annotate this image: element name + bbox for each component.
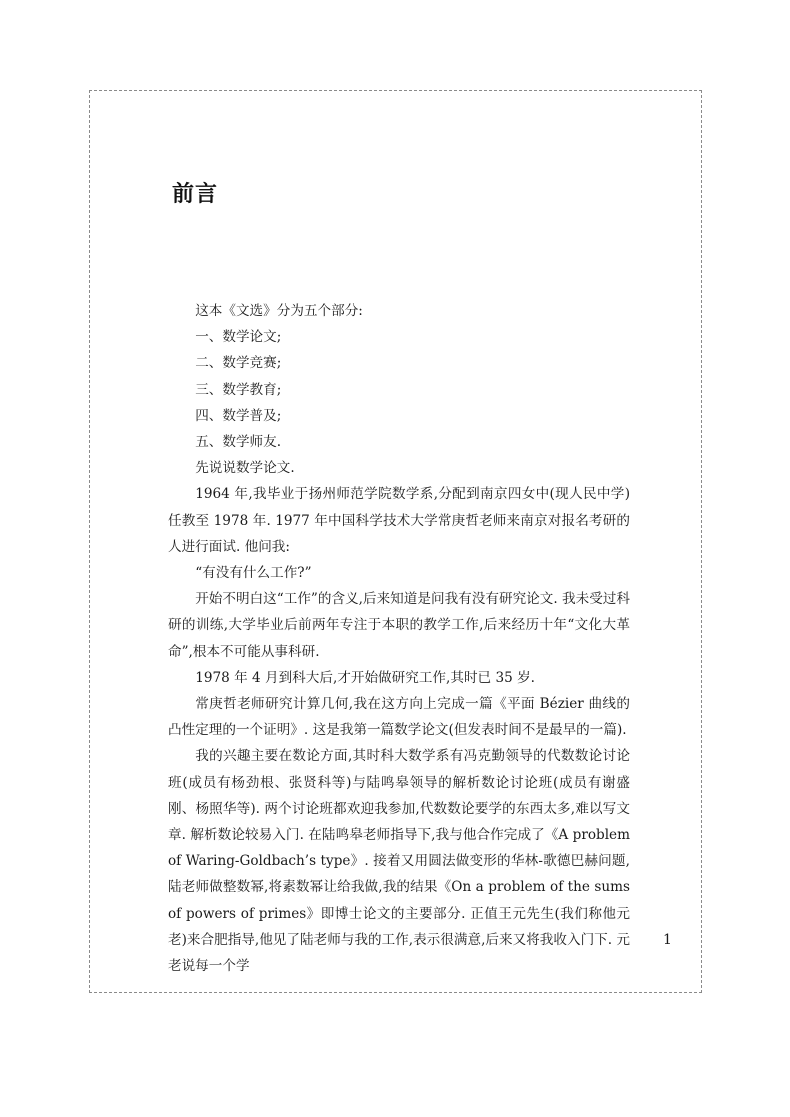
preface-body: [168, 298, 630, 979]
paragraph: 1978 年 4 月到科大后,才开始做研究工作,其时已 35 岁.: [195, 669, 535, 686]
paragraph: 这本《文选》分为五个部分:: [195, 303, 363, 319]
page-title: 前言: [172, 182, 219, 207]
paragraph: 三、数学教育;: [195, 381, 282, 398]
paragraph: 1964 年,我毕业于扬州师范学院数学系,分配到南京四女中(现人民中学)任教至 1978 年. 1977 年中国科学技术大学常庚哲老师来南京对报名考研的人进行面试. 他问我:: [168, 486, 630, 555]
paragraph: 二、数学竞赛;: [195, 355, 282, 372]
paragraph: 先说说数学论文.: [195, 460, 295, 477]
paragraph: 一、数学论文;: [195, 329, 282, 346]
paragraph: 我的兴趣主要在数论方面,其时科大数学系有冯克勤领导的代数数论讨论班(成员有杨劲根、张贤科等)与陆鸣皋领导的解析数论讨论班(成员有谢盛刚、杨照华等). 两个讨论班都欢迎我参加,代数数论要学的东西太多,难以写文章. 解析数论较易入门. 在陆鸣皋老师指导下,我与他合作完成了《A problem of Waring-Goldbach’s type》. 接着又用圆法做变形的华林-歌德巴赫问题,陆老师做整数幂,将素数幂让给我做,我的结果《On a problem of the sums of powers of primes》即博士论文的主要部分. 正值王元先生(我们称他元老)来合肥指导,他见了陆老师与我的工作,表示很满意,后来又将我收入门下. 元老说每一个学: [168, 748, 631, 975]
paragraph: 常庚哲老师研究计算几何,我在这方向上完成一篇《平面 Bézier 曲线的凸性定理的一个证明》. 这是我第一篇数学论文(但发表时间不是最早的一篇).: [168, 696, 630, 739]
page-number: 1: [663, 932, 672, 948]
paragraph: 五、数学师友.: [195, 434, 282, 451]
paragraph: 开始不明白这“工作”的含义,后来知道是问我有没有研究论文. 我未受过科研的训练,大学毕业后前两年专注于本职的教学工作,后来经历十年“文化大革命”,根本不可能从事科研.: [168, 591, 630, 660]
paragraph: “有没有什么工作?”: [195, 565, 312, 582]
paragraph: 四、数学普及;: [195, 407, 282, 424]
